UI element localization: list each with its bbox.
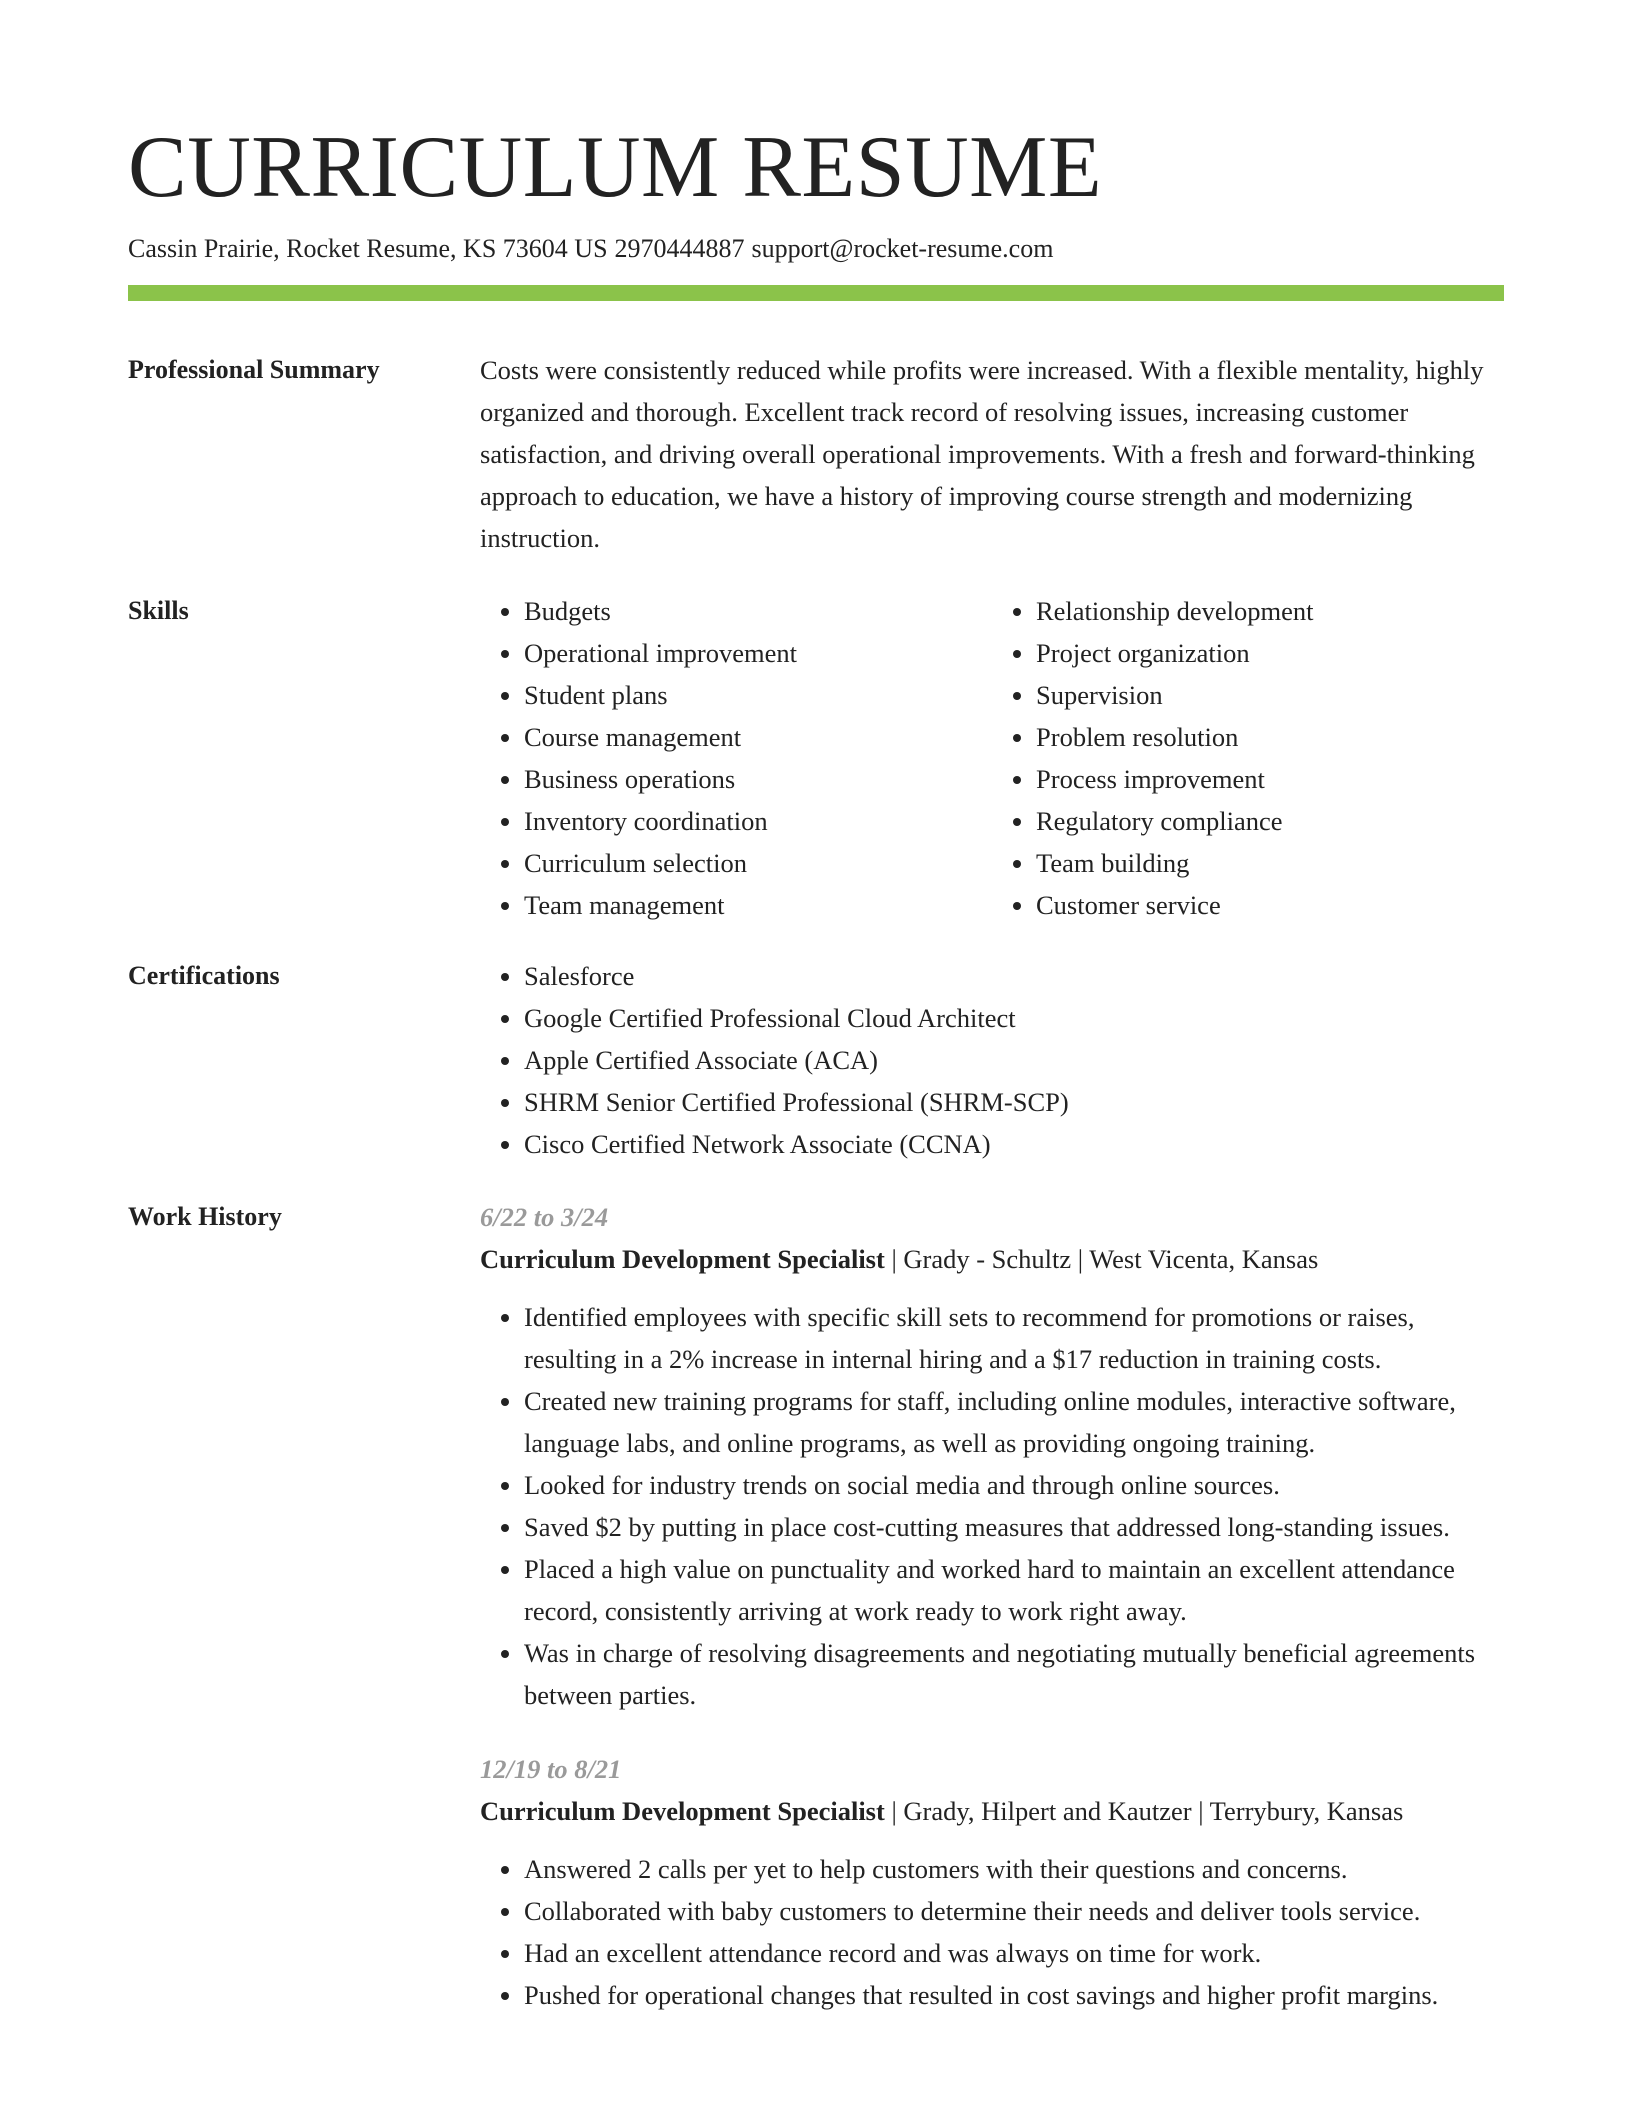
certifications-heading: Certifications [128, 961, 280, 990]
job-bullet: • Pushed for operational changes that resulted in cost savings and higher profit margins. [524, 1974, 1504, 2016]
skill-item: • Business operations [524, 758, 992, 800]
skill-item: • Problem resolution [1036, 716, 1504, 758]
skill-item: • Customer service [1036, 884, 1504, 926]
job-role-line [480, 1790, 1504, 1832]
job-bullet: • Placed a high value on punctuality and worked hard to maintain an excellent attendance record, consistently arriving at work ready to work right away. [524, 1548, 1504, 1632]
contact-address: Cassin Prairie, Rocket Resume, KS 73604 US [128, 234, 608, 263]
skills-list-left [480, 590, 992, 926]
skill-item: • Process improvement [1036, 758, 1504, 800]
skill-item: • Course management [524, 716, 992, 758]
summary-heading: Professional Summary [128, 355, 380, 384]
skill-item: • Regulatory compliance [1036, 800, 1504, 842]
certification-item: • Cisco Certified Network Associate (CCNA) [524, 1123, 1504, 1165]
job-title: Curriculum Development Specialist [480, 1244, 885, 1274]
skill-item: • Curriculum selection [524, 842, 992, 884]
work-history-body [480, 1196, 1504, 2016]
skills-columns [480, 590, 1504, 926]
skill-item: • Budgets [524, 590, 992, 632]
job-bullet: • Was in charge of resolving disagreements and negotiating mutually beneficial agreements between parties. [524, 1632, 1504, 1716]
job-details: | Grady, Hilpert and Kautzer | Terrybury, Kansas [884, 1796, 1404, 1826]
certification-item: • SHRM Senior Certified Professional (SHRM-SCP) [524, 1081, 1504, 1123]
skill-item: • Operational improvement [524, 632, 992, 674]
skill-item: • Project organization [1036, 632, 1504, 674]
job-entry [480, 1748, 1504, 2016]
skill-item: • Team management [524, 884, 992, 926]
skill-item: • Team building [1036, 842, 1504, 884]
job-bullets [480, 1848, 1504, 2016]
job-dates: 6/22 to 3/24 [480, 1202, 609, 1232]
job-role-line [480, 1238, 1504, 1280]
resume-title: CURRICULUM RESUME [128, 119, 1103, 216]
skills-list-right [992, 590, 1504, 926]
job-bullet: • Answered 2 calls per yet to help customers with their questions and concerns. [524, 1848, 1504, 1890]
certification-item: • Salesforce [524, 955, 1504, 997]
job-bullet: • Looked for industry trends on social media and through online sources. [524, 1464, 1504, 1506]
skill-item: • Supervision [1036, 674, 1504, 716]
skill-item: • Inventory coordination [524, 800, 992, 842]
skill-item: • Student plans [524, 674, 992, 716]
job-bullets [480, 1296, 1504, 1716]
header-divider [128, 285, 1504, 301]
job-bullet: • Had an excellent attendance record and was always on time for work. [524, 1932, 1504, 1974]
skills-heading: Skills [128, 596, 189, 625]
contact-line [128, 231, 1053, 267]
job-title: Curriculum Development Specialist [480, 1796, 885, 1826]
job-details: | Grady - Schultz | West Vicenta, Kansas [884, 1244, 1319, 1274]
job-dates: 12/19 to 8/21 [480, 1754, 622, 1784]
work-history-heading: Work History [128, 1202, 282, 1231]
job-entry [480, 1196, 1504, 1716]
contact-phone: 2970444887 [614, 234, 745, 263]
job-bullet: • Created new training programs for staff, including online modules, interactive software, language labs, and online programs, as well as providing ongoing training. [524, 1380, 1504, 1464]
job-bullet: • Identified employees with specific skill sets to recommend for promotions or raises, resulting in a 2% increase in internal hiring and a $17 reduction in training costs. [524, 1296, 1504, 1380]
contact-email: support@rocket-resume.com [751, 234, 1054, 263]
certification-item: • Apple Certified Associate (ACA) [524, 1039, 1504, 1081]
certifications-body [480, 955, 1504, 1165]
summary-text: Costs were consistently reduced while profits were increased. With a flexible mentality, highly organized and thorough. Excellent track record of resolving issues, increasing customer satisfaction, and driving overall operational improvements. With a fresh and forward-thinking approach to education, we have a history of improving course strength and modernizing instruction. [480, 355, 1484, 553]
job-bullet: • Saved $2 by putting in place cost-cutting measures that addressed long-standing issues. [524, 1506, 1504, 1548]
job-bullet: • Collaborated with baby customers to determine their needs and deliver tools service. [524, 1890, 1504, 1932]
summary-body [480, 349, 1504, 559]
skill-item: • Relationship development [1036, 590, 1504, 632]
certifications-list [480, 955, 1504, 1165]
certification-item: • Google Certified Professional Cloud Architect [524, 997, 1504, 1039]
